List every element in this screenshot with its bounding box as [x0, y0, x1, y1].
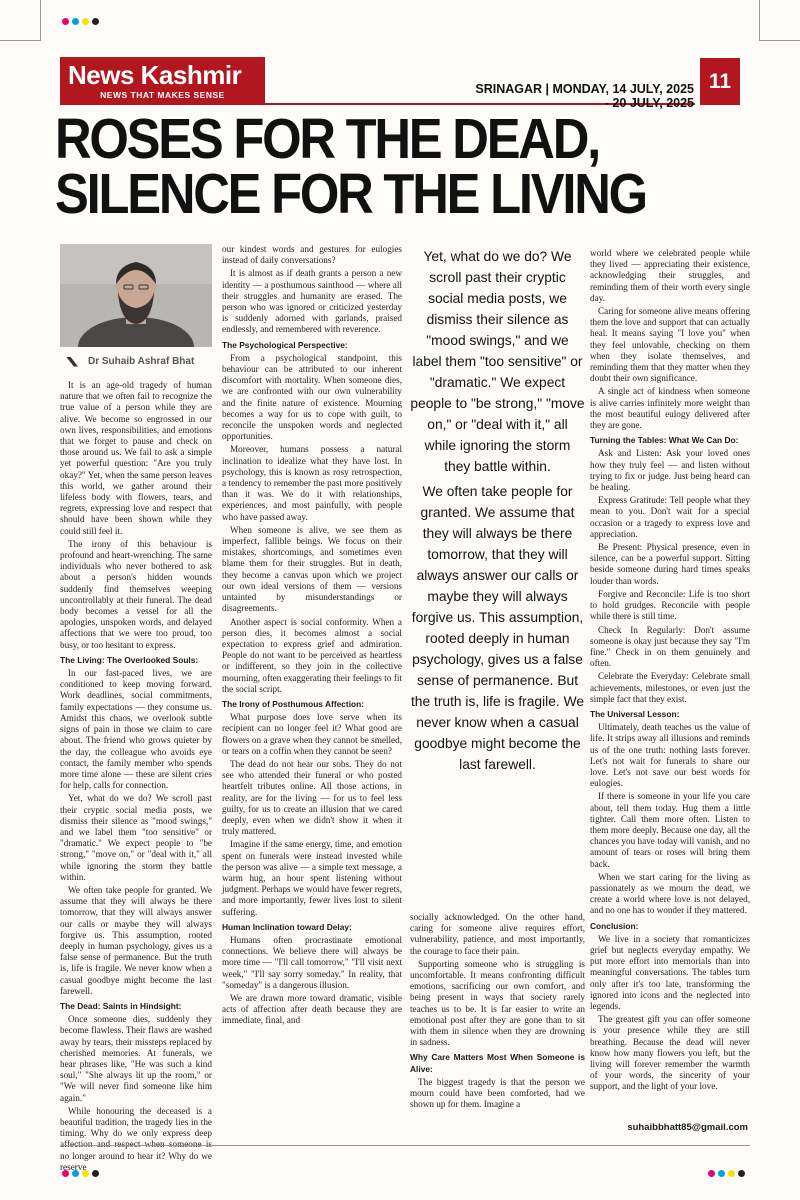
registration-marks-bottom-right — [708, 1170, 745, 1177]
paragraph: While honouring the deceased is a beautiful tradition, the tragedy lies in the timing. Why do we only express deep no longer around to hear it? Why do we reserve — [60, 1105, 212, 1172]
column-1 — [60, 380, 212, 1175]
paragraph: Ask and Listen: Ask your loved ones how they truly feel — and listen without trying to fix or judge. Just being heard can be healing. — [590, 448, 750, 493]
paragraph: If there is someone in your life you care about, tell them today. Hug them a little tighter. Call them more often. Listen to them more deeply. Because one day, all the chances you have today will vanish, and no amount of tears or roses will bring them back. — [590, 791, 750, 869]
headline — [55, 107, 678, 226]
masthead-name: News Kashmir — [68, 60, 242, 90]
paragraph: The biggest tragedy is that the person we mourn could have been comforted, had we shown up for them. Imagine a — [410, 1076, 585, 1110]
paragraph: What purpose does love serve when its recipient can no longer feel it? What good are flowers on a grave when they cannot be smelled, or tears on a coffin when they cannot be seen? — [222, 712, 402, 756]
crop-mark-top-right — [759, 0, 800, 41]
paragraph: We often take people for granted. We assume that they will always be there tomorrow, that they will always answer our calls or maybe they will always forgive us. This assumption, rooted deeply in human psychology, gives us a false sense of permanence. But the truth is, life is fragile. We never know when a casual goodbye might become the last farewell. — [60, 884, 212, 996]
paragraph: In our fast-paced lives, we are conditioned to keep moving forward. Work deadlines, social commitments, family expectations — they consume us. Amidst this chaos, we overlook subtle signs of pain in those we claim to care about. The friend who grows quieter by the day, the colleague who avoids eye contact, the family member who spends more time alone — these are silent cries for help, calls for connection. — [60, 668, 212, 791]
pull-quote-2: We often take people for granted. We assume that they will always be there tomorrow, that they will always answer our calls or maybe they will always forgive us. This assumption, rooted deeply in human psychology, gives us a false sense of permanence. But the truth is, life is fragile. We never know when a casual goodbye might become the last farewell. — [410, 484, 585, 772]
author-email: suhaibbhatt85@gmail.com — [627, 1122, 748, 1133]
paragraph: We live in a society that romanticizes grief but neglects everyday empathy. We put more effort into memorials than into meaningful conversations. The tables turn only after it's too late, transforming the ignored into icons and the neglected into legends. — [590, 933, 750, 1011]
crop-mark-top-left — [0, 0, 41, 41]
section-heading: Turning the Tables: What We Can Do: — [590, 435, 739, 446]
paragraph: Yet, what do we do? We scroll past their cryptic social media posts, we dismiss their silence as "mood swings," and we label them "too sensitive" or "dramatic." We expect people to "be strong," "move on," or "deal with it," all while ignoring the storm they battle within. — [60, 793, 212, 882]
headline-line-1: ROSES FOR THE DEAD, — [55, 107, 599, 171]
column-3 — [410, 912, 585, 1112]
paragraph: our kindest words and gestures for eulogies instead of daily conversations? — [222, 244, 402, 266]
paragraph: Caring for someone alive means offering them the love and support that can actually heal. It means saying "I love you" when they feel unlovable, checking on them when they isolate themselves, and reminding them that they matter when they doubt their own significance. — [590, 306, 750, 384]
column-2 — [222, 244, 402, 1029]
column-4 — [590, 248, 750, 1095]
author-portrait-image — [60, 244, 212, 347]
paragraph: Forgive and Reconcile: Life is too short to hold grudges. Reconcile with people while there is still time. — [590, 588, 750, 622]
paragraph: world where we celebrated people while they lived — appreciating their existence, acknowledging their struggles, and reminding them of their worth every single day. — [590, 248, 750, 303]
paragraph: socially acknowledged. On the other hand, caring for someone alive requires effort, vulnerability, patience, and most importantly, the courage to face their pain. — [410, 912, 585, 956]
paragraph: Humans often procrastinate emotional connections. We believe there will always be more time — "I'll call tomorrow," "I'll visit next week," "I'll say sorry someday." In reality, that "someday" is a dangerous illusion. — [222, 934, 402, 990]
paragraph: Supporting someone who is struggling is uncomfortable. It means confronting difficult emotions, sacrificing our own comfort, and being present in ways that society rarely teaches us to be. It is far easier to write an emotional post after they are gone than to sit with them in silence when they are drowning in sadness. — [410, 958, 585, 1048]
paragraph: A single act of kindness when someone is alive carries infinitely more weight than the most beautiful eulogy delivered after they are gone. — [590, 386, 750, 431]
page-number: 11 — [700, 58, 740, 105]
author-name: Dr Suhaib Ashraf Bhat — [88, 356, 195, 367]
paragraph: Moreover, humans possess a natural inclination to idealize what they have lost. In psychology, this is known as rosy retrospection, a tendency to remember the past more positively than it was. We do it with relationships, experiences, and most painfully, with people who have passed away. — [222, 444, 402, 522]
paragraph: Another aspect is social conformity. When a person dies, it becomes almost a social expectation to express grief and admiration. People do not want to be perceived as heartless or indifferent, so they join in the collective mourning, often exaggerating their feelings to fit the social script. — [222, 616, 402, 694]
author-photo — [60, 244, 212, 347]
paragraph: It is an age-old tragedy of human nature that we often fail to recognize the true value of a person while they are alive. We become so engrossed in our own lives, responsibilities, and emotions that we forget to pause and check on those around us. We fail to ask a simple yet powerful question: "Are you truly okay?" Yet, when the same person leaves this world, we gather around their lifeless body with flowers, tears, and regrets, expressing love and respect that should have been shown while they could still feel it. — [60, 380, 212, 536]
registration-marks-top — [62, 18, 99, 25]
section-heading: The Dead: Saints in Hindsight: — [60, 1000, 182, 1011]
author-byline — [66, 356, 212, 367]
section-heading: The Psychological Perspective: — [222, 339, 348, 350]
paragraph: Celebrate the Everyday: Celebrate small achievements, milestones, or even just the simple fact that they exist. — [590, 671, 750, 704]
pull-quote-1: Yet, what do we do? We scroll past their cryptic social media posts, we dismiss their silence as "mood swings," and we label them "too sensitive" or "dramatic." We expect people to "be strong," "move on," or "deal with it," all while ignoring the storm they battle within. — [410, 249, 585, 474]
paragraph: Imagine if the same energy, time, and emotion spent on funerals were instead invested while the person was alive — a simple text message, a warm hug, an hour spent listening without judgment. Perhaps we would have fewer regrets, and more importantly, fewer lives lost to silent suffering. — [222, 839, 402, 917]
paragraph: Once someone dies, suddenly they become flawless. Their flaws are washed away by tears, their missteps replaced by cherished memories. At funerals, we hear phrases like, "He was such a kind soul," "She always lit up the room," or "We will never find someone like him again." — [60, 1014, 212, 1103]
section-heading: Human Inclination toward Delay: — [222, 921, 352, 932]
paragraph: From a psychological standpoint, this behaviour can be attributed to our inherent discomfort with mortality. When someone dies, we are confronted with our own vulnerability and the finite nature of existence. Mourning becomes a way for us to cope with guilt, to reconcile the unspoken words and neglected opportunities. — [222, 352, 402, 442]
paragraph: The dead do not hear our sobs. They do not see who attended their funeral or who posted heartfelt tributes online. All those actions, in reality, are for the living — for us to feel less guilty, for us to create an illusion that we cared deeply, even when we didn't show it when it truly mattered. — [222, 758, 402, 837]
paragraph: Express Gratitude: Tell people what they mean to you. Don't wait for a special occasion or a tragedy to express love and appreciation. — [590, 495, 750, 539]
paragraph: We are drawn more toward dramatic, visible acts of affection after death because they are immediate, final, and — [222, 993, 402, 1026]
section-heading: The Irony of Posthumous Affection: — [222, 698, 365, 709]
paragraph: It is almost as if death grants a person a new identity — a posthumous sainthood — where all their struggles and humanity are erased. The person who was ignored or criticized yesterday is suddenly adorned with garlands, praised endlessly, and remembered with reverence. — [222, 268, 402, 335]
paragraph: The greatest gift you can offer someone is your presence while they are still breathing. Because the dead will never know how many flowers you left, but the living will forever remember the warmth of your words, the sincerity of your support, and the light of your love. — [590, 1014, 750, 1092]
pull-quote — [410, 246, 585, 775]
paragraph: When someone is alive, we see them as imperfect, fallible beings. We focus on their mistakes, shortcomings, and sometimes even blame them for their struggles. But in death, they become a canvas upon which we project our own ideal versions of them — versions untainted by misunderstandings or disagreements. — [222, 524, 402, 614]
bottom-rule — [60, 1145, 750, 1146]
byline-slash-icon — [66, 357, 78, 367]
headline-line-2: SILENCE FOR THE LIVING — [55, 162, 646, 226]
masthead-tagline: NEWS THAT MAKES SENSE — [100, 90, 225, 100]
dateline: SRINAGAR | MONDAY, 14 JULY, 2025 - 20 JULY, 2025 — [475, 82, 694, 110]
paragraph: Be Present: Physical presence, even in silence, can be a powerful support. Sitting beside someone during hard times speaks louder than words. — [590, 542, 750, 586]
paragraph: When we start caring for the living as passionately as we mourn the dead, we create a world where love is not delayed, and no one has to wonder if they mattered. — [590, 871, 750, 916]
masthead-logo — [60, 57, 265, 105]
section-heading: The Living: The Overlooked Souls: — [60, 654, 199, 665]
paragraph: Ultimately, death teaches us the value of life. It strips away all illusions and reminds us of the one truth: nothing lasts forever. Let's not wait for funerals to share our love. Let's not save our best words for eulogies. — [590, 722, 750, 789]
section-heading: Conclusion: — [590, 920, 639, 931]
paragraph: Check In Regularly: Don't assume someone is okay just because they say "I'm fine." Check in on them genuinely and often. — [590, 624, 750, 669]
section-heading: The Universal Lesson: — [590, 708, 680, 719]
section-heading: Why Care Matters Most When Someone is Alive: — [410, 1052, 585, 1074]
paragraph: The irony of this behaviour is profound and heart-wrenching. The same individuals who never bothered to ask about a person's hidden wounds suddenly find themselves weeping uncontrollably at their funeral. The dead body becomes a vessel for all the apologies, unspoken words, and delayed affections that we were too proud, too busy, or too hesitant to express. — [60, 538, 212, 650]
